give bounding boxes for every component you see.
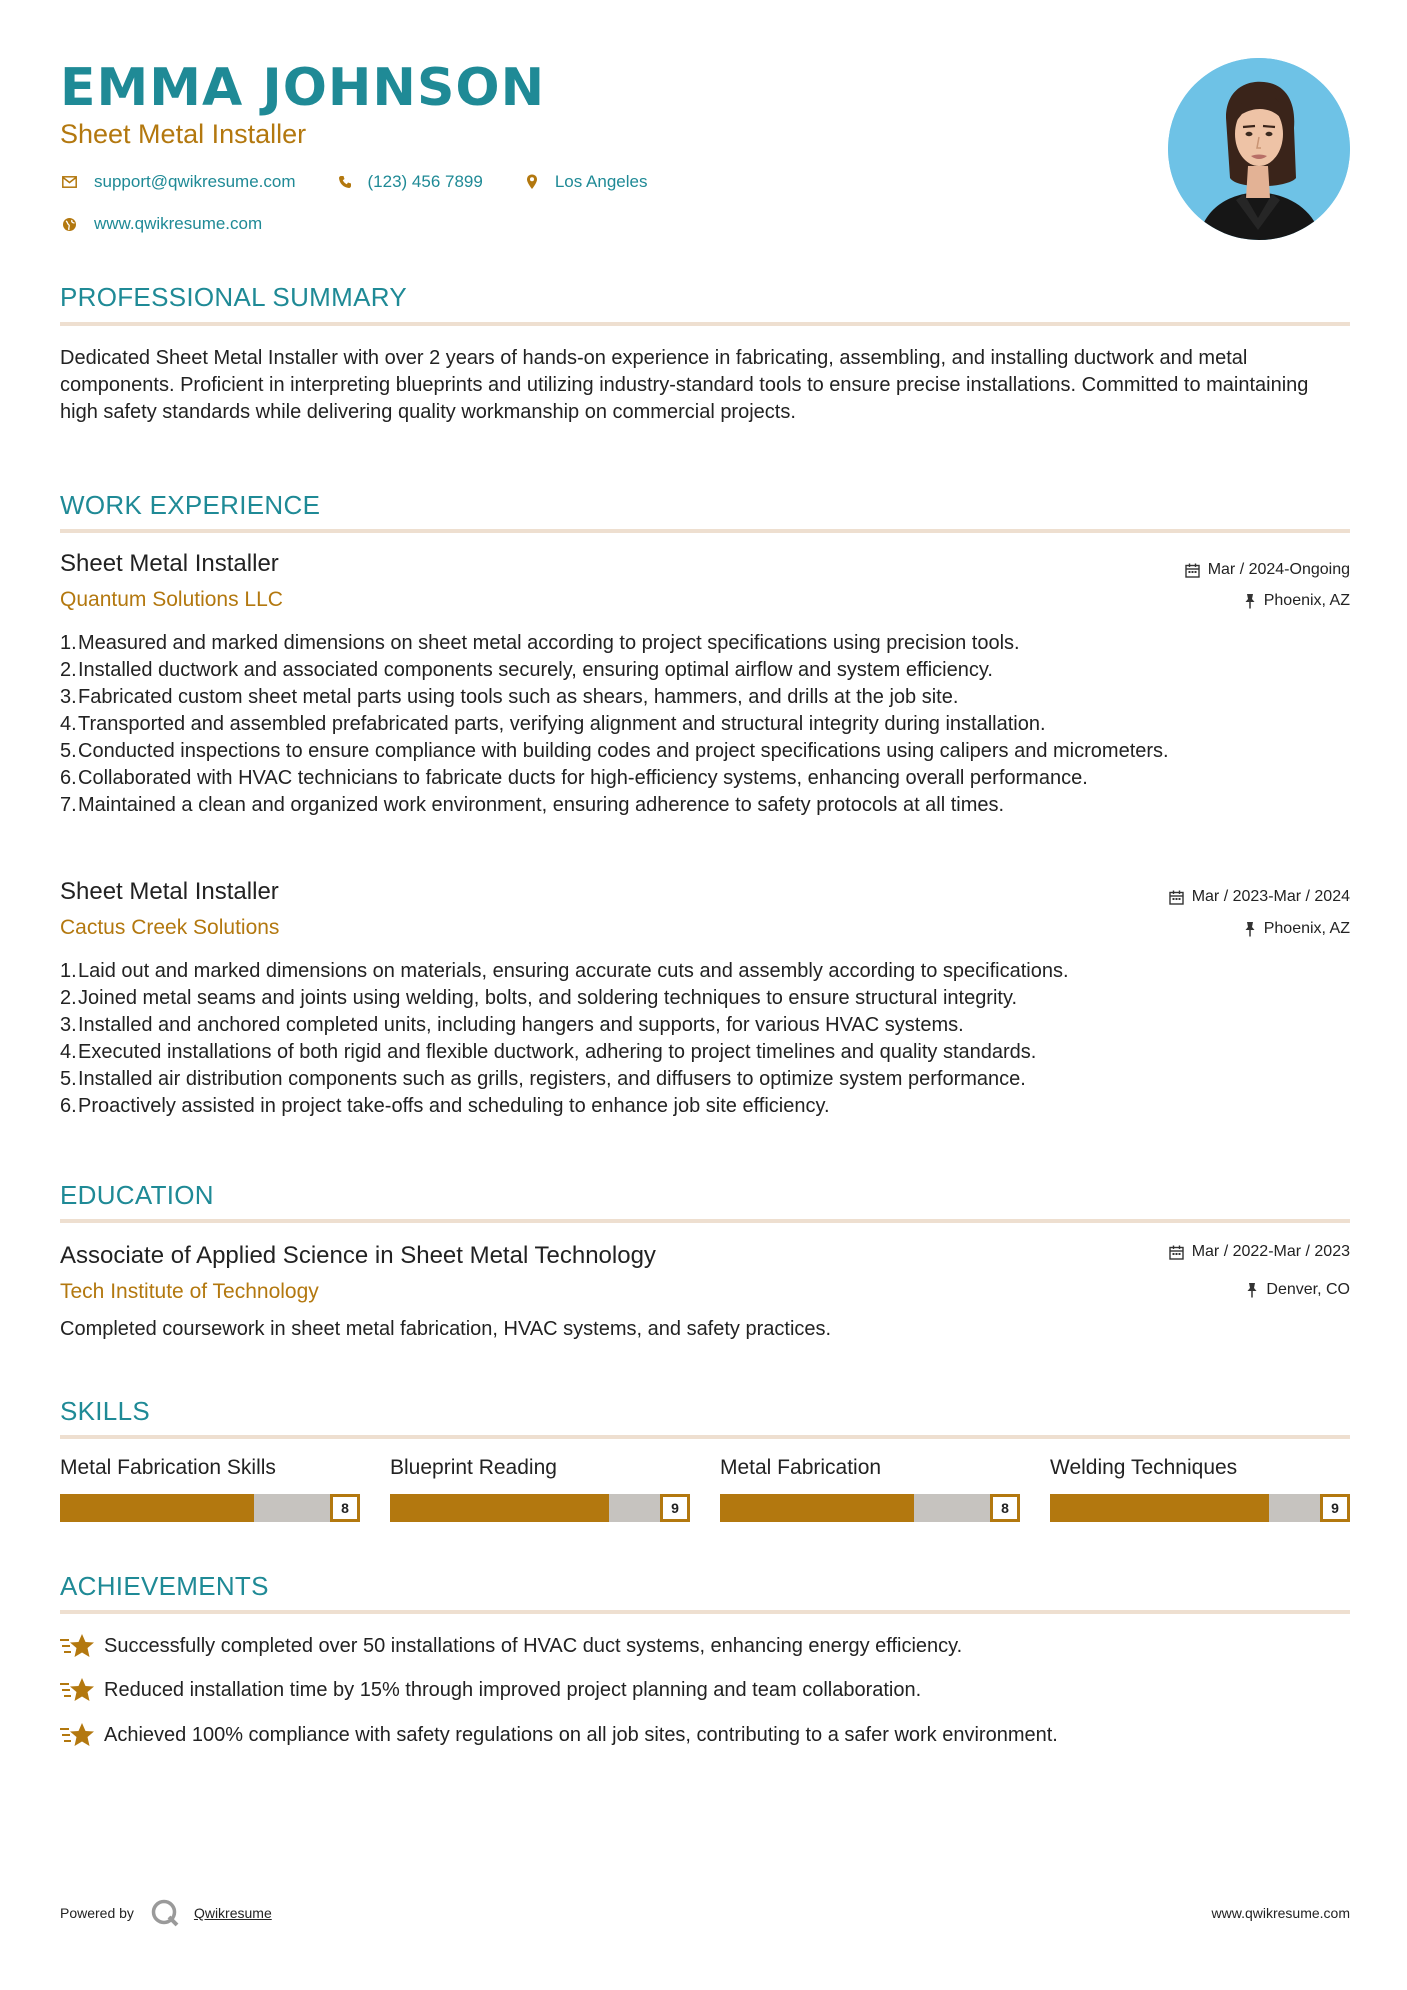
skill-3 — [720, 1456, 1020, 1522]
summary-text: Dedicated Sheet Metal Installer with over 2 years of hands-on experience in fabricating, assembling, and installing ductwork and metal components. Proficient in interpreting blueprints and utilizing industry-standard tools to ensure precise installations. Committed to maintaining high safety standards while delivering quality workmanship on commercial projects. — [60, 347, 1309, 423]
education-location-text: Denver, CO — [1266, 1281, 1350, 1298]
list-item: 4. Transported and assembled prefabricated parts, verifying alignment and structural integrity during installation. — [60, 713, 1046, 735]
list-item: 1. Measured and marked dimensions on sheet metal according to project specifications using precision tools. — [60, 632, 1020, 654]
contact-email[interactable] — [60, 172, 296, 192]
education-degree: Associate of Applied Science in Sheet Metal Technology — [60, 1242, 656, 1269]
list-item: 1. Laid out and marked dimensions on materials, ensuring accurate cuts and assembly according to specifications. — [60, 960, 1069, 982]
education-divider — [60, 1219, 1350, 1223]
skill-1-name: Metal Fabrication Skills — [60, 1456, 276, 1479]
achievements-divider — [60, 1610, 1350, 1614]
skill-1-bar — [60, 1494, 360, 1522]
job-2-dates — [1169, 888, 1350, 906]
skill-4-bar — [1050, 1494, 1350, 1522]
skill-3-bar — [720, 1494, 1020, 1522]
qwikresume-logo-icon — [150, 1898, 180, 1928]
pin-icon — [1244, 593, 1256, 609]
qwikresume-link[interactable]: Qwikresume — [193, 1905, 272, 1921]
job-1-dates-text: Mar / 2024-Ongoing — [1207, 561, 1350, 578]
footer-powered-by — [60, 1898, 272, 1928]
achievement-3-text: Achieved 100% compliance with safety regulations on all job sites, contributing to a safer work environment. — [104, 1723, 1058, 1746]
job-1-location-text: Phoenix, AZ — [1263, 592, 1350, 609]
education-dates — [1169, 1243, 1350, 1261]
candidate-role: Sheet Metal Installer — [60, 119, 307, 149]
list-item: 2. Installed ductwork and associated components securely, ensuring optimal airflow and system efficiency. — [60, 659, 993, 681]
phone-icon — [336, 173, 354, 191]
skill-3-level: 8 — [990, 1494, 1020, 1522]
envelope-icon — [60, 173, 78, 191]
contact-phone[interactable] — [336, 172, 483, 192]
star-icon — [60, 1632, 96, 1660]
education-description: Completed coursework in sheet metal fabrication, HVAC systems, and safety practices. — [60, 1318, 832, 1340]
list-item: 3. Installed and anchored completed units, including hangers and supports, for various HVAC systems. — [60, 1014, 964, 1036]
skill-bar-empty — [609, 1494, 660, 1522]
job-2-location-text: Phoenix, AZ — [1263, 920, 1350, 937]
skill-bar-fill — [60, 1494, 254, 1522]
education-school: Tech Institute of Technology — [60, 1280, 319, 1303]
job-2-dates-text: Mar / 2023-Mar / 2024 — [1191, 888, 1350, 905]
achievement-2 — [60, 1676, 921, 1704]
skill-4-level: 9 — [1320, 1494, 1350, 1522]
list-item: 3. Fabricated custom sheet metal parts using tools such as shears, hammers, and drills at the job site. — [60, 686, 959, 708]
contact-row-1 — [60, 172, 687, 192]
experience-heading: WORK EXPERIENCE — [60, 490, 321, 520]
website-text: www.qwikresume.com — [94, 214, 263, 233]
list-item: 2. Joined metal seams and joints using welding, bolts, and soldering techniques to ensure structural integrity. — [60, 987, 1018, 1009]
list-item: 7. Maintained a clean and organized work environment, ensuring adherence to safety protocols at all times. — [60, 794, 1005, 816]
skill-2-level: 9 — [660, 1494, 690, 1522]
list-item: 6. Proactively assisted in project take-offs and scheduling to enhance job site efficiency. — [60, 1095, 830, 1117]
job-1-bullets — [60, 630, 1350, 819]
achievement-2-text: Reduced installation time by 15% through improved project planning and team collaboration. — [104, 1678, 922, 1701]
skill-3-name: Metal Fabrication — [720, 1456, 882, 1479]
education-dates-text: Mar / 2022-Mar / 2023 — [1191, 1243, 1350, 1260]
achievement-1-text: Successfully completed over 50 installations of HVAC duct systems, enhancing energy efficiency. — [104, 1634, 963, 1657]
education-heading: EDUCATION — [60, 1180, 214, 1210]
skill-bar-empty — [254, 1494, 330, 1522]
resume-page — [60, 0, 1350, 1990]
list-item: 4. Executed installations of both rigid and flexible ductwork, adhering to project timelines and quality standards. — [60, 1041, 1037, 1063]
list-item: 5. Conducted inspections to ensure compliance with building codes and project specifications using calipers and micrometers. — [60, 740, 1169, 762]
job-2-company: Cactus Creek Solutions — [60, 916, 280, 939]
list-item: 5. Installed air distribution components such as grills, registers, and diffusers to optimize system performance. — [60, 1068, 1026, 1090]
job-1-location — [1244, 592, 1350, 610]
contact-website[interactable] — [60, 214, 262, 234]
calendar-icon — [1185, 563, 1200, 578]
skill-bar-empty — [914, 1494, 990, 1522]
pin-icon — [1244, 921, 1256, 937]
skills-divider — [60, 1435, 1350, 1439]
achievement-1 — [60, 1632, 962, 1660]
experience-divider — [60, 529, 1350, 533]
star-icon — [60, 1676, 96, 1704]
job-1-dates — [1185, 561, 1350, 579]
job-2-bullets — [60, 958, 1350, 1120]
job-2-location — [1244, 920, 1350, 938]
powered-by-text: Powered by — [60, 1905, 134, 1921]
skill-1-level: 8 — [330, 1494, 360, 1522]
calendar-icon — [1169, 1245, 1184, 1260]
education-location — [1246, 1281, 1350, 1299]
skill-bar-fill — [390, 1494, 609, 1522]
achievements-heading: ACHIEVEMENTS — [60, 1571, 269, 1601]
email-text: support@qwikresume.com — [94, 172, 296, 191]
summary-heading: PROFESSIONAL SUMMARY — [60, 282, 407, 312]
skill-bar-empty — [1269, 1494, 1320, 1522]
list-item: 6. Collaborated with HVAC technicians to fabricate ducts for high-efficiency systems, enhancing overall performance. — [60, 767, 1088, 789]
map-marker-icon — [523, 173, 541, 191]
skills-heading: SKILLS — [60, 1396, 150, 1426]
location-text: Los Angeles — [554, 172, 648, 191]
skill-4 — [1050, 1456, 1350, 1522]
skill-2-name: Blueprint Reading — [390, 1456, 557, 1479]
contact-row-2 — [60, 214, 302, 234]
job-2-title: Sheet Metal Installer — [60, 878, 279, 905]
globe-icon — [60, 215, 78, 233]
skill-4-name: Welding Techniques — [1050, 1456, 1238, 1479]
skill-2-bar — [390, 1494, 690, 1522]
skill-bar-fill — [720, 1494, 914, 1522]
achievement-3 — [60, 1721, 1058, 1749]
job-1-company: Quantum Solutions LLC — [60, 588, 283, 611]
skill-2 — [390, 1456, 690, 1522]
skill-1 — [60, 1456, 360, 1522]
phone-text: (123) 456 7899 — [367, 172, 483, 191]
skill-bar-fill — [1050, 1494, 1269, 1522]
profile-photo — [1168, 58, 1350, 240]
job-1-title: Sheet Metal Installer — [60, 550, 279, 577]
contact-location — [523, 172, 648, 192]
summary-divider — [60, 322, 1350, 326]
pin-icon — [1246, 1282, 1258, 1298]
footer-website[interactable]: www.qwikresume.com — [1211, 1905, 1350, 1921]
calendar-icon — [1169, 890, 1184, 905]
candidate-name: EMMA JOHNSON — [60, 58, 546, 118]
star-icon — [60, 1721, 96, 1749]
